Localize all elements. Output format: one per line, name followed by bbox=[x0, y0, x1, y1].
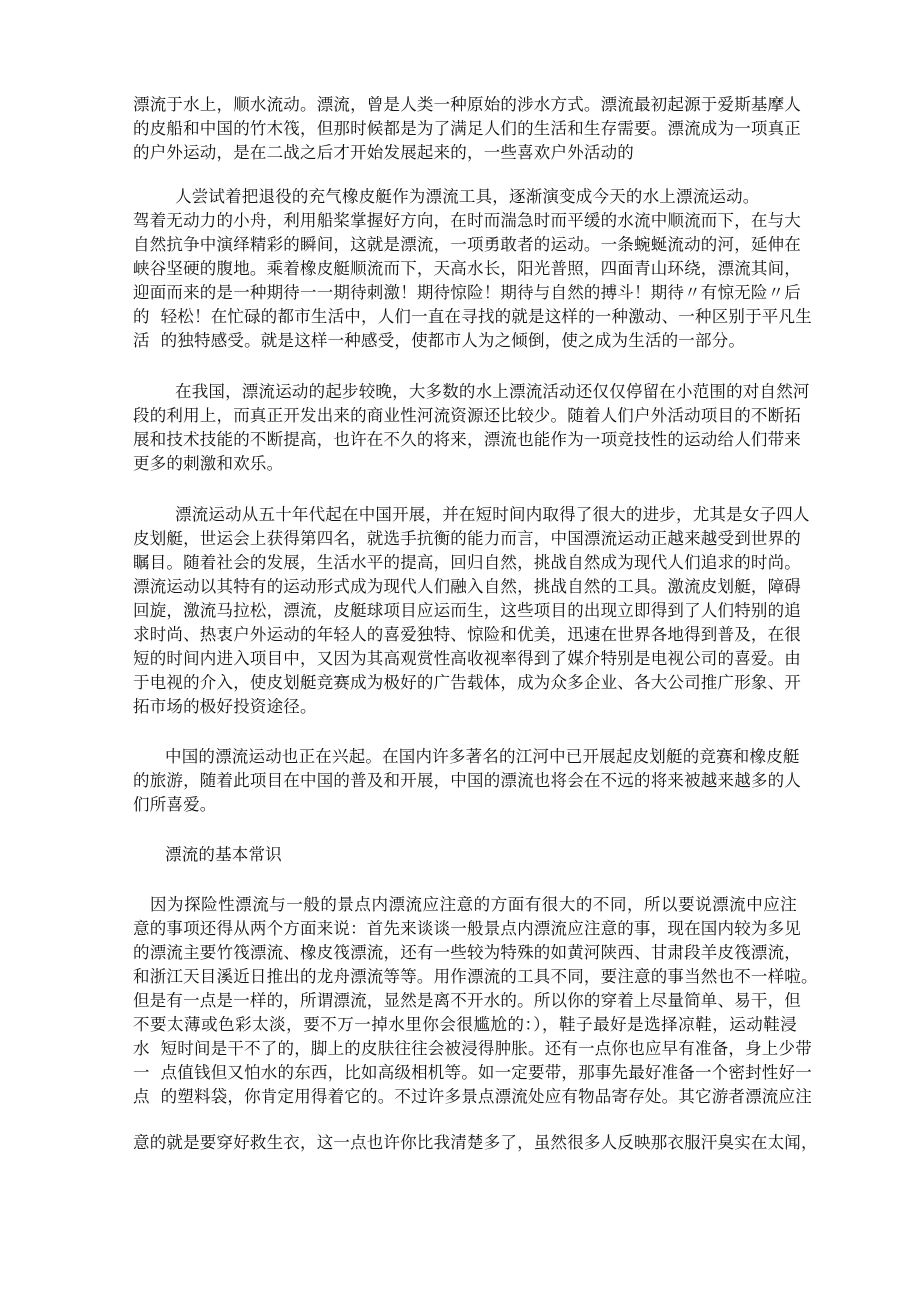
text-line: 和浙江天目溪近日推出的龙舟漂流等等。用作漂流的工具不同，要注意的事当然也不一样啦。 bbox=[133, 967, 818, 986]
text-line: 求时尚、热衷户外运动的年轻人的喜爱独特、惊险和优美，迅速在世界各地得到普及，在很 bbox=[133, 625, 801, 644]
text-line: 拓市场的极好投资途径。 bbox=[133, 697, 317, 716]
text-line: 的旅游，随着此项目在中国的普及和开展，中国的漂流也将会在不远的将来被越来越多的人 bbox=[133, 771, 801, 790]
text-line: 更多的刺激和欢乐。 bbox=[133, 454, 284, 473]
text-line: 漂流于水上，顺水流动。漂流，曾是人类一种原始的涉水方式。漂流最初起源于爱斯基摩人 bbox=[133, 95, 801, 114]
text-line: 因为探险性漂流与一般的景点内漂流应注意的方面有很大的不同，所以要说漂流中应注 bbox=[150, 895, 797, 914]
text-line: 不要太薄或色彩太淡，要不万一掉水里你会很尴尬的：），鞋子最好是选择凉鞋，运动鞋浸 bbox=[133, 1015, 797, 1034]
text-line: 的皮船和中国的竹木筏，但那时候都是为了满足人们的生活和生存需要。漂流成为一项真正 bbox=[133, 119, 801, 138]
text-line: 中国的漂流运动也正在兴起。在国内许多著名的江河中已开展起皮划艇的竞赛和橡皮艇 bbox=[165, 747, 800, 766]
text-line: 回旋，激流马拉松，漂流，皮艇球项目应运而生，这些项目的出现立即得到了人们特别的追 bbox=[133, 601, 801, 620]
text-line: 活 的独特感受。就是这样一种感受，使都市人为之倾倒，使之成为生活的一部分。 bbox=[133, 331, 746, 350]
text-line: 漂流运动以其特有的运动形式成为现代人们融入自然，挑战自然的工具。激流皮划艇，障碍 bbox=[133, 577, 801, 596]
text-line: 一 点值钱但又怕水的东西，比如高级相机等。如一定要带，那事先最好准备一个密封性好一 bbox=[133, 1063, 812, 1082]
text-line: 展和技术技能的不断提高，也许在不久的将来，漂流也能作为一项竞技性的运动给人们带来 bbox=[133, 430, 801, 449]
text-line: 意的就是要穿好救生衣，这一点也许你比我清楚多了，虽然很多人反映那衣服汗臭实在太闻， bbox=[133, 1133, 818, 1152]
text-line: 驾着无动力的小舟，利用船桨掌握好方向，在时而湍急时而平缓的水流中顺流而下，在与大 bbox=[133, 211, 801, 230]
text-line: 迎面而来的是一种期待一一期待刺激！期待惊险！期待与自然的搏斗！期待〃有惊无险〃后 bbox=[133, 283, 801, 302]
text-line: 短的时间内进入项目中，又因为其高观赏性高收视率得到了媒介特别是电视公司的喜爱。由 bbox=[133, 649, 801, 668]
text-line: 们所喜爱。 bbox=[133, 795, 217, 814]
text-line: 瞩目。随着社会的发展，生活水平的提高，回归自然，挑战自然成为现代人们追求的时尚。 bbox=[133, 553, 801, 572]
text-line: 人尝试着把退役的充气橡皮艇作为漂流工具，逐渐演变成今天的水上漂流运动。 bbox=[175, 187, 760, 206]
text-line: 峡谷坚硬的腹地。乘着橡皮艇顺流而下，天高水长，阳光普照，四面青山环绕，漂流其间， bbox=[133, 259, 801, 278]
text-line: 皮划艇，世运会上获得第四名，就选手抗衡的能力而言，中国漂流运动正越来越受到世界的 bbox=[133, 529, 801, 548]
text-line: 水 短时间是干不了的，脚上的皮肤往往会被浸得肿胀。还有一点你也应早有准备，身上少带 bbox=[133, 1039, 812, 1058]
text-line: 点 的塑料袋，你肯定用得着它的。不过许多景点漂流处应有物品寄存处。其它游者漂流应注 bbox=[133, 1087, 812, 1106]
text-line: 的漂流主要竹筏漂流、橡皮筏漂流，还有一些较为特殊的如黄河陕西、甘肃段羊皮筏漂流， bbox=[133, 943, 801, 962]
text-line: 自然抗争中演绎精彩的瞬间，这就是漂流，一项勇敢者的运动。一条蜿蜒流动的河，延伸在 bbox=[133, 235, 801, 254]
text-line: 在我国，漂流运动的起步较晚，大多数的水上漂流活动还仅仅停留在小范围的对自然河 bbox=[175, 382, 810, 401]
text-line: 漂流运动从五十年代起在中国开展，并在短时间内取得了很大的进步，尤其是女子四人 bbox=[175, 505, 810, 524]
section-heading: 漂流的基本常识 bbox=[165, 845, 282, 864]
text-line: 的户外运动，是在二战之后才开始发展起来的，一些喜欢户外活动的 bbox=[133, 143, 634, 162]
text-line: 于电视的介入，使皮划艇竞赛成为极好的广告载体，成为众多企业、各大公司推广形象、开 bbox=[133, 673, 801, 692]
text-line: 的 轻松！在忙碌的都市生活中，人们一直在寻找的就是这样的一种激动、一种区别于平凡生 bbox=[133, 307, 812, 326]
text-line: 但是有一点是一样的，所谓漂流，显然是离不开水的。所以你的穿着上尽量简单、易干，但 bbox=[133, 991, 801, 1010]
text-line: 意的事项还得从两个方面来说：首先来谈谈一般景点内漂流应注意的事，现在国内较为多见 bbox=[133, 919, 801, 938]
text-line: 段的利用上，而真正开发出来的商业性河流资源还比较少。随着人们户外活动项目的不断拓 bbox=[133, 406, 801, 425]
